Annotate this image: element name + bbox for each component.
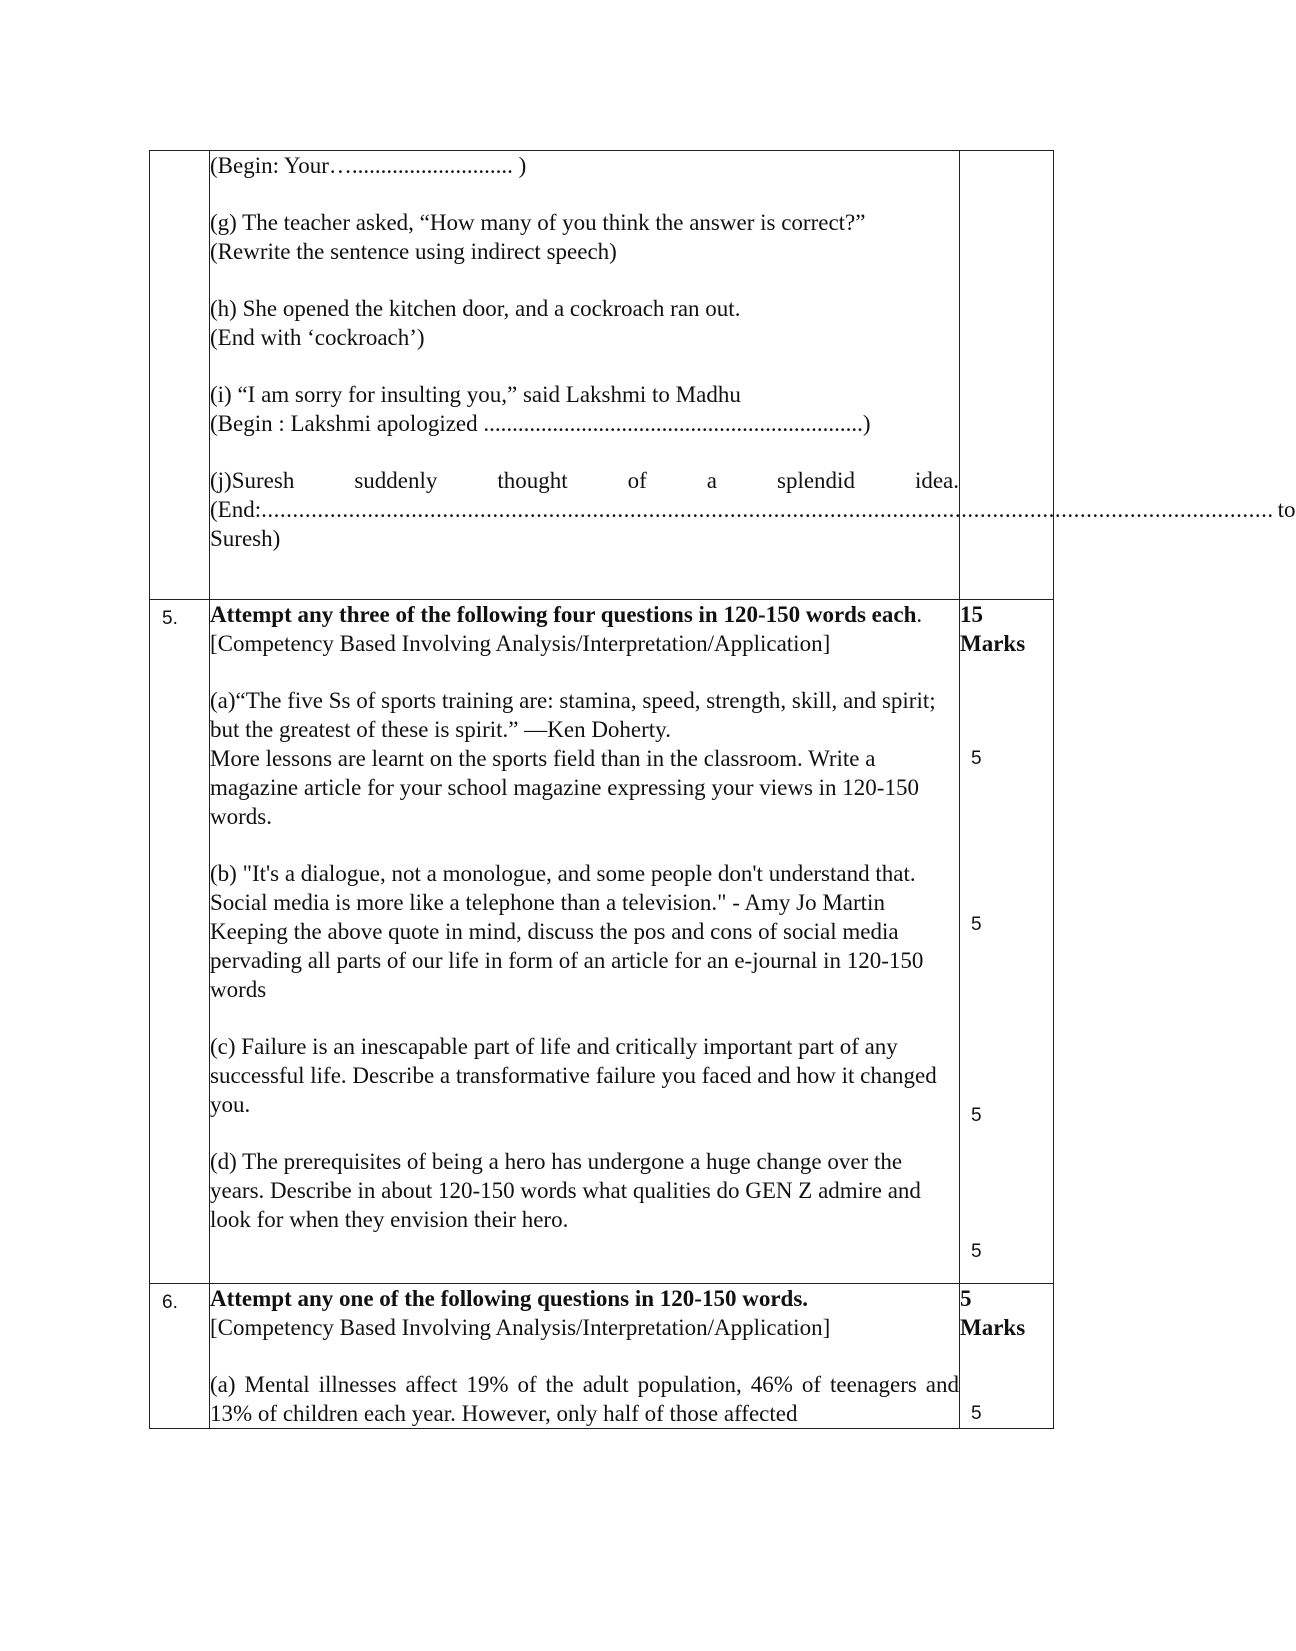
item-g-question: (g) The teacher asked, “How many of you think the answer is correct?” [210, 210, 866, 235]
item-i-question: (i) “I am sorry for insulting you,” said Lakshmi to Madhu [210, 382, 741, 407]
question-body-cell [210, 600, 960, 1284]
competency-note: [Competency Based Involving Analysis/Interpretation/Application] [210, 631, 831, 656]
item-j-instruction-tail: Suresh) [210, 526, 281, 551]
dotted-blank: .................................................................................................................................................................. [261, 497, 1274, 522]
question-number-cell [150, 600, 210, 1284]
part-c-task: (c) Failure is an inescapable part of life and critically important part of any successful life. Describe a transformative failure you faced and how it changed you. [210, 1034, 937, 1117]
total-marks-label: Marks [960, 631, 1026, 656]
item-f-begin: (Begin: Your…............................ ) [210, 153, 527, 178]
question-heading: Attempt any three of the following four questions in 120-150 words each. [210, 602, 923, 627]
item-j-instruction [210, 495, 1296, 524]
item-i-instruction: (Begin : Lakshmi apologized ..................................................................) [210, 411, 871, 436]
part-a-marks: 5 [971, 1403, 982, 1424]
part-b-marks: 5 [971, 914, 982, 935]
marks-cell [960, 151, 1054, 600]
table-row [150, 600, 1054, 1284]
question-table [149, 150, 1296, 1429]
item-h-instruction: (End with ‘cockroach’) [210, 325, 425, 350]
total-marks-label: Marks [960, 1315, 1026, 1340]
part-d-task: (d) The prerequisites of being a hero has undergone a huge change over the years. Describe in about 120-150 words what qualities do GEN Z admire and look for when they envision their hero. [210, 1149, 921, 1232]
part-a-task: More lessons are learnt on the sports field than in the classroom. Write a magazine article for your school magazine expressing your views in 120-150 words. [210, 746, 919, 829]
total-marks-value: 15 [960, 602, 983, 627]
part-a-task: (a) Mental illnesses affect 19% of the adult population, 46% of teenagers and 13% of children each year. However, only half of those affected [210, 1372, 959, 1426]
part-a-marks: 5 [971, 748, 982, 769]
table-row [150, 1284, 1054, 1429]
table-row [150, 151, 1054, 600]
item-j-question: (j)Suresh suddenly thought of a splendid idea. [210, 468, 959, 493]
part-b-quote: (b) "It's a dialogue, not a monologue, and some people don't understand that. Social media is more like a telephone than a television." - Amy Jo Martin [210, 861, 916, 915]
question-number: 6. [162, 1292, 178, 1313]
question-number-cell [150, 1284, 210, 1429]
question-heading: Attempt any one of the following questions in 120-150 words. [210, 1286, 809, 1311]
marks-cell [960, 600, 1054, 1284]
question-number [150, 151, 209, 159]
part-a-quote: (a)“The five Ss of sports training are: stamina, speed, strength, skill, and spirit; but the greatest of these is spirit.” —Ken Doherty. [210, 688, 936, 742]
competency-note: [Competency Based Involving Analysis/Interpretation/Application] [210, 1315, 831, 1340]
item-g-instruction: (Rewrite the sentence using indirect speech) [210, 239, 617, 264]
question-number: 5. [162, 608, 178, 629]
question-number-cell [150, 151, 210, 600]
question-body-cell [210, 1284, 960, 1429]
question-body-cell [210, 151, 1296, 600]
item-h-question: (h) She opened the kitchen door, and a cockroach ran out. [210, 296, 741, 321]
total-marks-value: 5 [960, 1286, 972, 1311]
part-c-marks: 5 [971, 1105, 982, 1126]
part-b-task: Keeping the above quote in mind, discuss the pos and cons of social media pervading all parts of our life in form of an article for an e-journal in 120-150 words [210, 919, 924, 1002]
item-j-instruction-start: (End: [210, 497, 262, 522]
marks-cell [960, 1284, 1054, 1429]
item-j-instruction-end: to [1277, 497, 1296, 522]
part-d-marks: 5 [971, 1241, 982, 1262]
